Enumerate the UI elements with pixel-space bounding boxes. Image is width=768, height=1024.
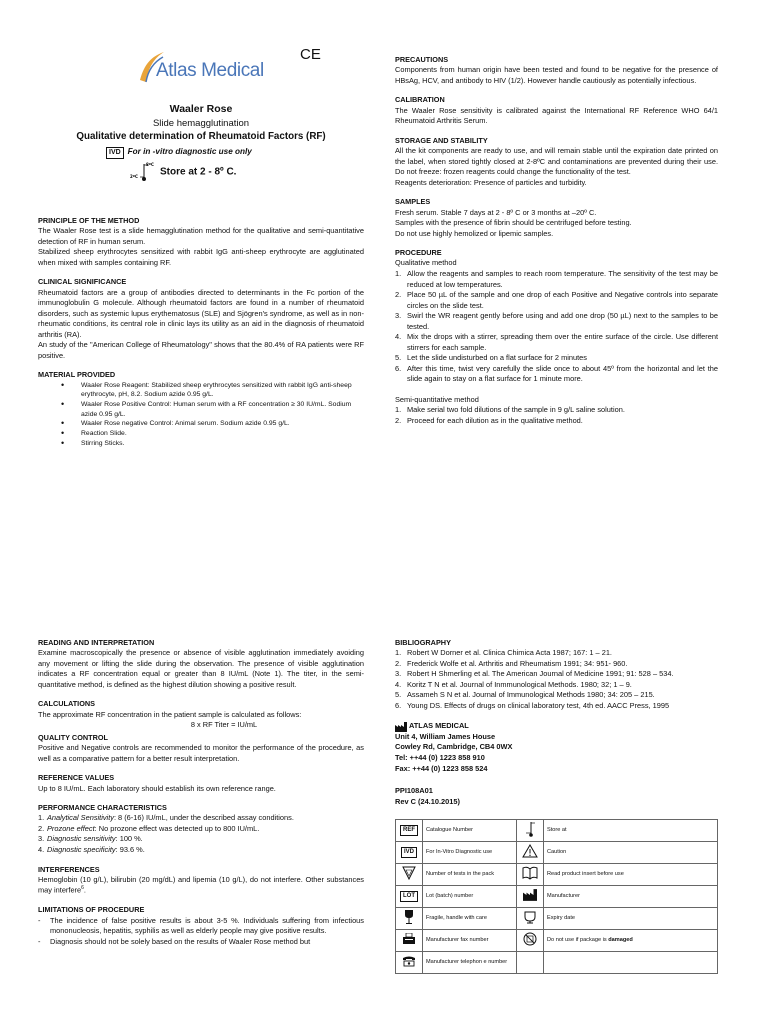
ce-mark: CE [300, 46, 321, 63]
table-row [396, 886, 718, 908]
expiry-label: Expiry date [544, 908, 718, 930]
product-title: Waaler Rose [169, 103, 233, 115]
address-line: Cowley Rd, Cambridge, CB4 0WX [395, 742, 513, 752]
telephone-icon [402, 955, 416, 967]
list-item: - Diagnosis should not be solely based on the results of Waaler Rose method but [38, 936, 311, 946]
ivd-label: For In-Vitro Diagnostic use [423, 842, 517, 864]
list-item: 2. Frederick Wolfe et al. Arthritis and Rheumatism 1991; 34: 951- 960. [395, 658, 628, 668]
ivd-text: For in -vitro diagnostic use only [127, 147, 252, 156]
calculations-title: CALCULATIONS [38, 699, 96, 709]
document-header [38, 44, 364, 196]
list-item: 5. Assameh S N et al. Journal of Immunological Methods 1980; 34: 205 – 215. [395, 690, 655, 700]
performance-list [38, 813, 364, 855]
list-item: • Reaction Slide. [71, 429, 364, 439]
manufacturer-address [395, 732, 718, 774]
logo-text: Atlas Medical [156, 60, 264, 81]
product-subtitle: Slide hemagglutination [152, 118, 250, 129]
list-item: 1. Analytical Sensitivity: 8 (6-16) IU/mL, under the described assay conditions. [38, 813, 294, 823]
qualitative-steps [395, 269, 718, 385]
left-top-column [38, 44, 364, 448]
table-row [396, 930, 718, 952]
list-item: 2. Place 50 µL of the sample and one drop of each Positive and Negative controls into separate circles on the slide test. [395, 290, 718, 310]
table-row [396, 952, 718, 974]
samples-text-1: Fresh serum. Stable 7 days at 2 - 8º C or 3 months at –20º C. [395, 207, 597, 217]
ivd-box: IVD [106, 147, 124, 159]
list-item: 3. Robert H Shmerling et al. The American Journal of Medicine 1991; 91: 528 – 534. [395, 669, 674, 679]
list-item: • Waaler Rose Reagent: Stabilized sheep erythrocytes sensitized with rabbit IgG anti-sheep erythrocyte, pH, 8.2. Sodium azide 0.95 g/L. [71, 381, 364, 400]
store-text: Store at 2 - 8º C. [160, 166, 237, 178]
performance-title: PERFORMANCE CHARACTERISTICS [38, 803, 167, 813]
right-top-column [395, 55, 718, 426]
store-line [130, 162, 236, 182]
right-bottom-column [395, 638, 718, 974]
list-item: 1. Make serial two fold dilutions of the sample in 9 g/L saline solution. [395, 405, 625, 415]
list-item: • Stirring Sticks. [71, 439, 364, 449]
interferences-title: INTERFERENCES [38, 864, 100, 874]
caution-label: Caution [544, 842, 718, 864]
bibliography-list [395, 648, 718, 711]
list-item: 4. Mix the drops with a stirrer, spreading them over the entire surface of the circle. Use different stirrers for each sample. [395, 332, 718, 352]
principle-text-2: Stabilized sheep erythrocytes sensitized with rabbit IgG anti-sheep erythrocyte are agglutinated when mixed with samples containing RF. [38, 247, 364, 267]
insert-label: Read product insert before use [544, 864, 718, 886]
fax-label: Manufacturer fax number [423, 930, 517, 952]
read-insert-icon [522, 866, 538, 880]
ref-symbol: REF [400, 825, 418, 836]
fax-icon [402, 933, 416, 945]
left-bottom-column [38, 638, 364, 947]
symbols-table [395, 819, 718, 974]
bibliography-title: BIBLIOGRAPHY [395, 638, 451, 647]
material-title: MATERIAL PROVIDED [38, 370, 116, 380]
address-line: Tel: ++44 (0) 1223 858 910 [395, 753, 485, 762]
document-code: PPI108A01 [395, 786, 433, 796]
precautions-title: PRECAUTIONS [395, 55, 449, 64]
thermometer-icon [130, 162, 154, 182]
manufacturer-heading [395, 721, 718, 732]
principle-title: PRINCIPLE OF THE METHOD [38, 216, 140, 225]
table-row [396, 864, 718, 886]
limitations-title: LIMITATIONS OF PROCEDURE [38, 905, 145, 915]
table-row [396, 908, 718, 930]
reading-text: Examine macroscopically the presence or absence of visible agglutination immediately avoiding any movement or lifting the slide during the observation. The presence of visible agglutination indicates a RF concentration equal or greater than 8 IU/mL (Note 1). The titer, in the semi-quantitative method, is defined as the highest dilution showing a positive result. [38, 648, 364, 689]
address-line: Fax: ++44 (0) 1223 858 524 [395, 763, 488, 773]
calibration-title: CALIBRATION [395, 95, 445, 105]
atlas-medical-logo [136, 50, 264, 86]
lot-symbol: LOT [400, 891, 418, 902]
list-item: 3. Diagnostic sensitivity: 100 %. [38, 834, 143, 844]
damaged-package-icon [523, 932, 537, 946]
tests-label: Number of tests in the pack [423, 864, 517, 886]
list-item: 2. Prozone effect: No prozone effect was detected up to 800 IU/mL. [38, 823, 260, 833]
store-label: Store at [544, 820, 718, 842]
address-line: Unit 4, William James House [395, 731, 496, 741]
list-item: 5. Let the slide undisturbed on a flat surface for 2 minutes [395, 353, 587, 363]
quality-title: QUALITY CONTROL [38, 732, 108, 742]
therm-bottom-label: 2ºC [130, 174, 138, 179]
limitations-list [38, 916, 364, 948]
list-item: 4. Diagnostic specificity: 93.6 %. [38, 844, 145, 854]
list-item: 2. Proceed for each dilution as in the qualitative method. [395, 415, 583, 425]
semi-quantitative-steps [395, 405, 718, 426]
semi-quantitative-title: Semi-quantitative method [395, 394, 479, 404]
storage-title: STORAGE AND STABILITY [395, 135, 488, 145]
reference-text: Up to 8 IU/mL. Each laboratory should establish its own reference range. [38, 783, 276, 793]
damaged-label: Do not use if package is damaged [544, 930, 718, 952]
calibration-text: The Waaler Rose sensitivity is calibrated against the International RF Reference WHO 64/1 Rheumatoid Arthritis Serum. [395, 105, 718, 126]
manufacturer-name: ATLAS MEDICAL [409, 721, 469, 731]
clinical-title: CLINICAL SIGNIFICANCE [38, 277, 127, 287]
list-item: 6. Young DS. Effects of drugs on clinical laboratory test, 4th ed. AACC Press, 1995 [395, 700, 670, 710]
storage-text-2: Reagents deterioration: Presence of particles and turbidity. [395, 177, 587, 187]
qualitative-title: Qualitative determination of Rheumatoid Factors (RF) [76, 131, 326, 142]
fragile-icon [403, 909, 415, 925]
clinical-text-2: An study of the "American College of Rheumatology" shows that the 80.4% of RA patients were RF positive. [38, 340, 364, 360]
caution-icon [522, 844, 538, 858]
list-item: 1. Allow the reagents and samples to reach room temperature. The sensitivity of the test may be reduced at low temperatures. [395, 268, 718, 289]
samples-text-2: Samples with the presence of fibrin should be centrifuged before testing. [395, 218, 632, 228]
tests-count-icon [402, 866, 416, 880]
reading-title: READING AND INTERPRETATION [38, 638, 155, 647]
quality-text: Positive and Negative controls are recommended to monitor the performance of the procedure, as well as a comparative pattern for a better result interpretation. [38, 743, 364, 763]
ref-label: Catalogue Number [423, 820, 517, 842]
manufacturer-label: Manufacturer [544, 886, 718, 908]
samples-title: SAMPLES [395, 197, 431, 207]
calculations-text: The approximate RF concentration in the patient sample is calculated as follows: [38, 709, 302, 719]
manufacturer-icon [523, 889, 537, 901]
telephone-label: Manufacturer telephon e number [423, 952, 517, 974]
material-list [71, 381, 364, 448]
list-item: 6. After this time, twist very carefully the slide once to about 45º from the horizontal and let the slide again to stay on a flat surface for 1 minute more. [395, 363, 718, 384]
document-revision: Rev C (24.10.2015) [395, 796, 460, 806]
ivd-line [106, 146, 252, 159]
principle-text-1: The Waaler Rose test is a slide hemagglutination method for the qualitative and semi-quantitative detection of RF in human serum. [38, 226, 364, 246]
lot-label: Lot (batch) number [423, 886, 517, 908]
table-row [396, 820, 718, 842]
list-item: 3. Swirl the WR reagent gently before using and add one drop (50 µL) next to the samples to be tested. [395, 311, 718, 331]
clinical-text-1: Rheumatoid factors are a group of antibodies directed to determinants in the Fc portion of the immunoglobulin G molecule. Although rheumatoid factors are found in a number of rheumatoid disorders, such as systemic lupus erythematosus (SLE) and Sjögren's syndrome, as well as in non-rheumatic conditions, its central role in clinic lays its utility as an aid in the diagnosis of rheumatoid arthritis (RA). [38, 287, 364, 339]
list-item: - The incidence of false positive results is about 3-5 %. Individuals suffering from infectious mononucleosis, hepatitis, syphilis as well as elderly people may give positive results. [38, 915, 364, 936]
store-at-icon [523, 821, 537, 837]
table-row [396, 842, 718, 864]
list-item: • Waaler Rose negative Control: Animal serum. Sodium azide 0.95 g/L. [71, 419, 364, 429]
reference-title: REFERENCE VALUES [38, 773, 115, 783]
list-item: 1. Robert W Dorner et al. Clinica Chimica Acta 1987; 167: 1 – 21. [395, 648, 612, 658]
therm-top-label: 8ºC [146, 162, 154, 167]
precautions-text: Components from human origin have been tested and found to be negative for the presence of HBsAg, HCV, and antibody to HIV (1/2). However handle cautiously as potentially infectious. [395, 65, 718, 85]
interferences-text: Hemoglobin (10 g/L), bilirubin (20 mg/dL) and lipemia (10 g/L), do not interfere. Other substances may interfere$^6$. [38, 874, 364, 895]
procedure-title: PROCEDURE [395, 248, 442, 258]
list-item: • Waaler Rose Positive Control: Human serum with a RF concentration ≥ 30 IU/mL. Sodium azide 0.95 g/L. [71, 400, 364, 419]
storage-text-1: All the kit components are ready to use, and will remain stable until the expiration date printed on the label, when stored tightly closed at 2-8ºC and contaminations are prevented during their use. Do not freeze: frozen reagents could change the functionality of the test. [395, 146, 718, 177]
fragile-label: Fragile, handle with care [423, 908, 517, 930]
expiry-icon [523, 910, 537, 924]
factory-icon [395, 722, 407, 732]
ivd-symbol: IVD [401, 847, 417, 858]
list-item: 4. Koritz T N et al. Journal of Inmmunological Methods. 1980; 32; 1 – 9. [395, 679, 632, 689]
calculations-formula: 8 x RF Titer = IU/mL [190, 720, 258, 730]
samples-text-3: Do not use highly hemolized or lipemic samples. [395, 228, 554, 238]
qualitative-method-title: Qualitative method [395, 258, 457, 268]
